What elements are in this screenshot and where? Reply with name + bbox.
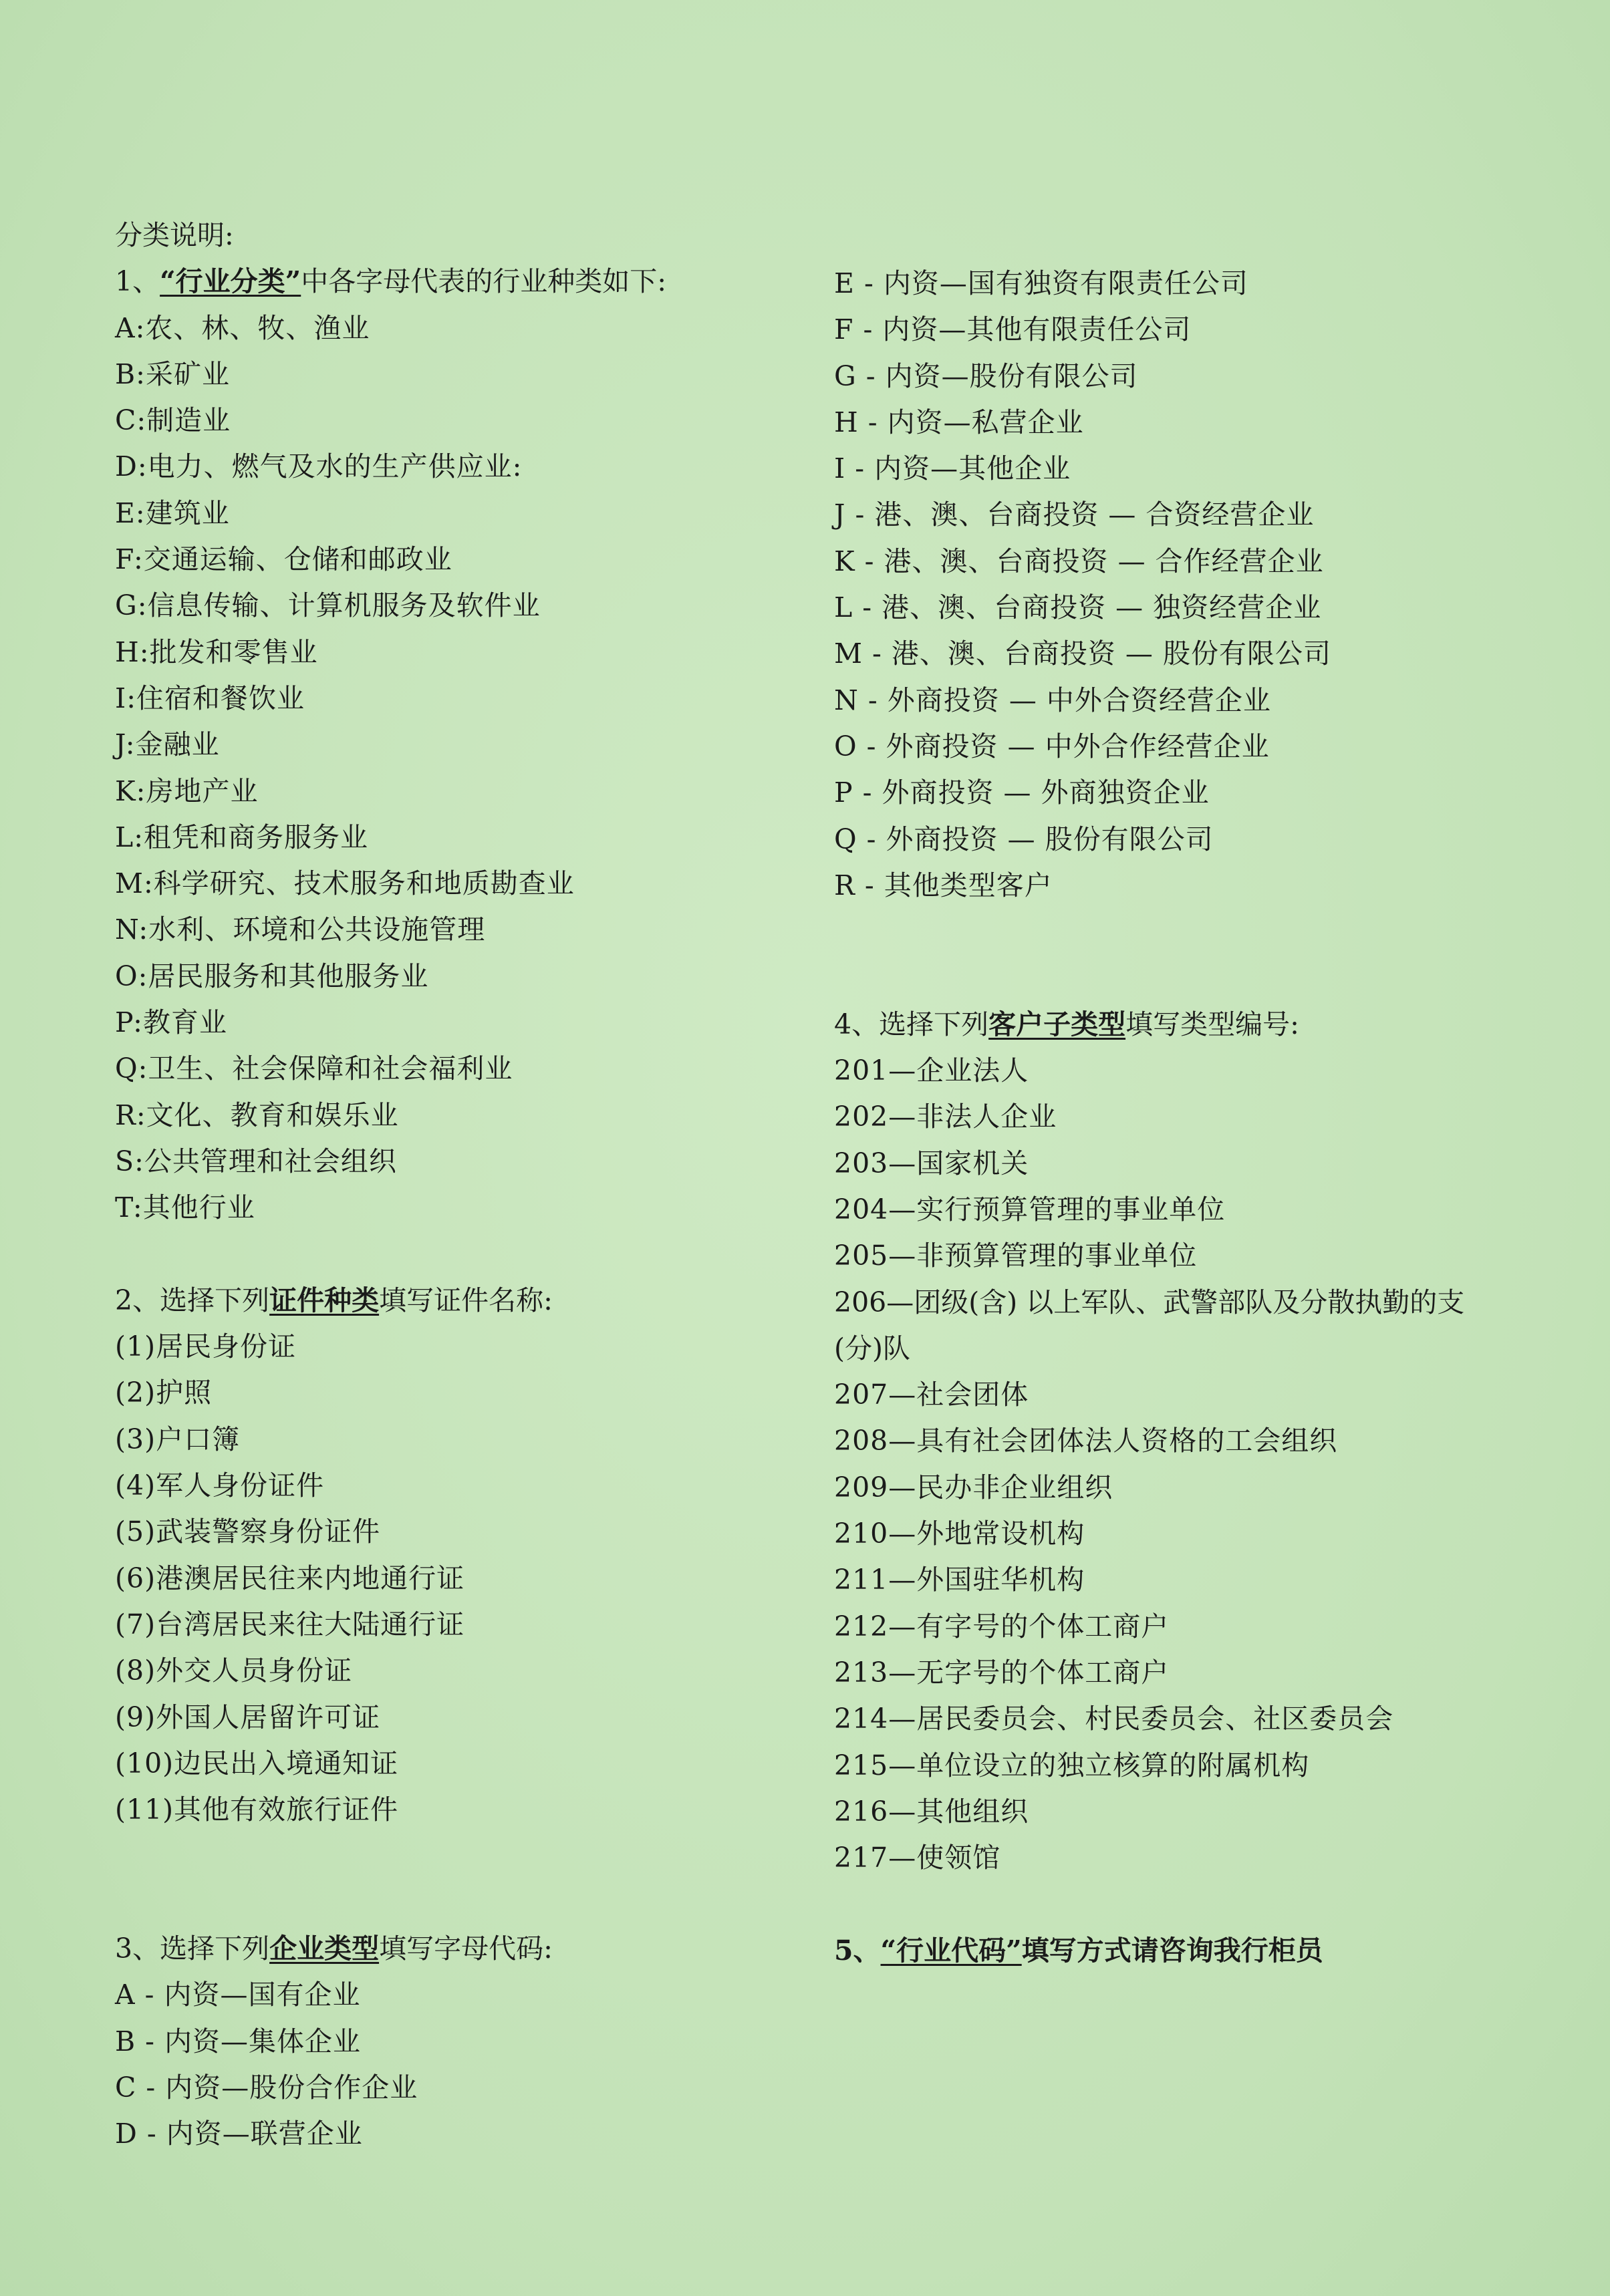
industry-item: S:公共管理和社会组织 xyxy=(115,1145,397,1177)
industry-item: N:水利、环境和公共设施管理 xyxy=(115,913,486,946)
section3-key: 企业类型 xyxy=(269,1932,380,1965)
enterprise-type-item: P - 外商投资 — 外商独资企业 xyxy=(834,776,1210,809)
section3-suffix: 填写字母代码: xyxy=(379,1932,553,1965)
industry-item: F:交通运输、仓储和邮政业 xyxy=(115,543,452,576)
industry-item: Q:卫生、社会保障和社会福利业 xyxy=(115,1052,513,1085)
customer-subtype-item: 206—团级(含) 以上军队、武警部队及分散执勤的支(分)队 xyxy=(834,1286,1465,1365)
industry-item: J:金融业 xyxy=(115,728,220,761)
section5-key: “行业代码” xyxy=(880,1934,1022,1967)
industry-item: D:电力、燃气及水的生产供应业: xyxy=(115,450,523,483)
industry-item: C:制造业 xyxy=(115,404,231,437)
enterprise-type-item: D - 内资—联营企业 xyxy=(115,2118,363,2150)
industry-item: I:住宿和餐饮业 xyxy=(115,682,305,714)
industry-item: K:房地产业 xyxy=(115,774,259,807)
enterprise-type-item: C - 内资—股份合作企业 xyxy=(115,2071,418,2104)
industry-list xyxy=(115,305,810,1232)
industry-item: O:居民服务和其他服务业 xyxy=(115,960,429,992)
enterprise-type-item: R - 其他类型客户 xyxy=(834,869,1053,901)
industry-item: B:采矿业 xyxy=(115,357,230,390)
customer-subtype-list xyxy=(834,1048,1583,1881)
spacer xyxy=(115,1833,810,1879)
enterprise-type-list-left xyxy=(115,1972,810,2157)
industry-item: R:文化、教育和娱乐业 xyxy=(115,1099,399,1131)
section4-suffix: 填写类型编号: xyxy=(1125,1008,1299,1040)
id-type-item: (7)台湾居民来往大陆通行证 xyxy=(115,1608,465,1640)
id-type-item: (6)港澳居民往来内地通行证 xyxy=(115,1562,465,1594)
section1-key: “行业分类” xyxy=(160,265,301,298)
id-type-item: (2)护照 xyxy=(115,1377,213,1409)
customer-subtype-item: 210—外地常设机构 xyxy=(834,1518,1085,1550)
section1-heading xyxy=(115,259,810,305)
enterprise-type-item: Q - 外商投资 — 股份有限公司 xyxy=(834,823,1214,855)
customer-subtype-item: 217—使领馆 xyxy=(834,1842,1001,1874)
section2-suffix: 填写证件名称: xyxy=(379,1284,553,1316)
id-type-list xyxy=(115,1324,810,1833)
customer-subtype-item: 203—国家机关 xyxy=(834,1147,1029,1179)
enterprise-type-item: H - 内资—私营企业 xyxy=(834,406,1084,438)
section1-prefix: 1、 xyxy=(115,265,160,298)
industry-item: L:租凭和商务服务业 xyxy=(115,821,369,853)
id-type-item: (9)外国人居留许可证 xyxy=(115,1701,381,1733)
section4-heading xyxy=(834,1002,1583,1048)
enterprise-type-item: L - 港、澳、台商投资 — 独资经营企业 xyxy=(834,591,1322,624)
right-column xyxy=(834,261,1583,1974)
id-type-item: (11)其他有效旅行证件 xyxy=(115,1793,399,1826)
customer-subtype-item: 213—无字号的个体工商户 xyxy=(834,1656,1170,1689)
spacer xyxy=(834,955,1583,1001)
left-column xyxy=(115,212,810,2157)
spacer xyxy=(834,1881,1583,1927)
enterprise-type-item: I - 内资—其他企业 xyxy=(834,452,1071,485)
industry-item: E:建筑业 xyxy=(115,496,230,529)
spacer xyxy=(834,909,1583,955)
enterprise-type-item: M - 港、澳、台商投资 — 股份有限公司 xyxy=(834,637,1331,670)
industry-item: P:教育业 xyxy=(115,1006,227,1039)
enterprise-type-item: E - 内资—国有独资有限责任公司 xyxy=(834,267,1248,299)
section4-key: 客户子类型 xyxy=(988,1008,1126,1040)
id-type-item: (8)外交人员身份证 xyxy=(115,1655,353,1687)
industry-item: A:农、林、牧、渔业 xyxy=(115,311,370,344)
section2-prefix: 2、选择下列 xyxy=(115,1284,270,1316)
section2-key: 证件种类 xyxy=(269,1284,380,1316)
id-type-item: (3)户口簿 xyxy=(115,1423,241,1455)
customer-subtype-item: 216—其他组织 xyxy=(834,1795,1029,1828)
customer-subtype-item: 208—具有社会团体法人资格的工会组织 xyxy=(834,1425,1338,1457)
section5-suffix: 填写方式请咨询我行柜员 xyxy=(1021,1934,1323,1967)
enterprise-type-item: F - 内资—其他有限责任公司 xyxy=(834,313,1192,346)
industry-item: G:信息传输、计算机服务及软件业 xyxy=(115,589,541,622)
enterprise-type-list-right xyxy=(834,261,1583,909)
section3-heading xyxy=(115,1926,810,1972)
customer-subtype-item: 211—外国驻华机构 xyxy=(834,1564,1085,1596)
customer-subtype-item: 205—非预算管理的事业单位 xyxy=(834,1240,1198,1272)
customer-subtype-item: 214—居民委员会、村民委员会、社区委员会 xyxy=(834,1703,1394,1735)
customer-subtype-item: 207—社会团体 xyxy=(834,1379,1029,1411)
section2-heading xyxy=(115,1278,810,1324)
customer-subtype-item: 204—实行预算管理的事业单位 xyxy=(834,1193,1226,1226)
industry-item: M:科学研究、技术服务和地质勘查业 xyxy=(115,867,575,900)
enterprise-type-item: N - 外商投资 — 中外合资经营企业 xyxy=(834,684,1271,716)
customer-subtype-item: 215—单位设立的独立核算的附属机构 xyxy=(834,1749,1310,1781)
id-type-item: (5)武装警察身份证件 xyxy=(115,1516,381,1548)
spacer xyxy=(115,1880,810,1926)
enterprise-type-item: B - 内资—集体企业 xyxy=(115,2025,362,2057)
enterprise-type-item: O - 外商投资 — 中外合作经营企业 xyxy=(834,730,1270,762)
industry-item: H:批发和零售业 xyxy=(115,635,318,668)
industry-item: T:其他行业 xyxy=(115,1191,255,1224)
page-title: 分类说明: xyxy=(115,219,234,251)
section5-heading xyxy=(834,1928,1583,1974)
section1-suffix: 中各字母代表的行业种类如下: xyxy=(301,265,667,298)
customer-subtype-item: 201—企业法人 xyxy=(834,1054,1029,1087)
enterprise-type-item: A - 内资—国有企业 xyxy=(115,1979,361,2011)
section4-prefix: 4、选择下列 xyxy=(834,1008,989,1040)
section3-prefix: 3、选择下列 xyxy=(115,1932,270,1965)
enterprise-type-item: K - 港、澳、台商投资 — 合作经营企业 xyxy=(834,545,1324,577)
section5-prefix: 5、 xyxy=(834,1934,881,1967)
customer-subtype-item: 212—有字号的个体工商户 xyxy=(834,1610,1170,1642)
enterprise-type-item: G - 内资—股份有限公司 xyxy=(834,360,1138,392)
id-type-item: (1)居民身份证 xyxy=(115,1330,297,1363)
id-type-item: (4)军人身份证件 xyxy=(115,1469,325,1502)
id-type-item: (10)边民出入境通知证 xyxy=(115,1747,399,1779)
enterprise-type-item: J - 港、澳、台商投资 — 合资经营企业 xyxy=(834,498,1315,531)
customer-subtype-item: 202—非法人企业 xyxy=(834,1101,1057,1133)
customer-subtype-item: 209—民办非企业组织 xyxy=(834,1471,1113,1503)
spacer xyxy=(115,1232,810,1278)
